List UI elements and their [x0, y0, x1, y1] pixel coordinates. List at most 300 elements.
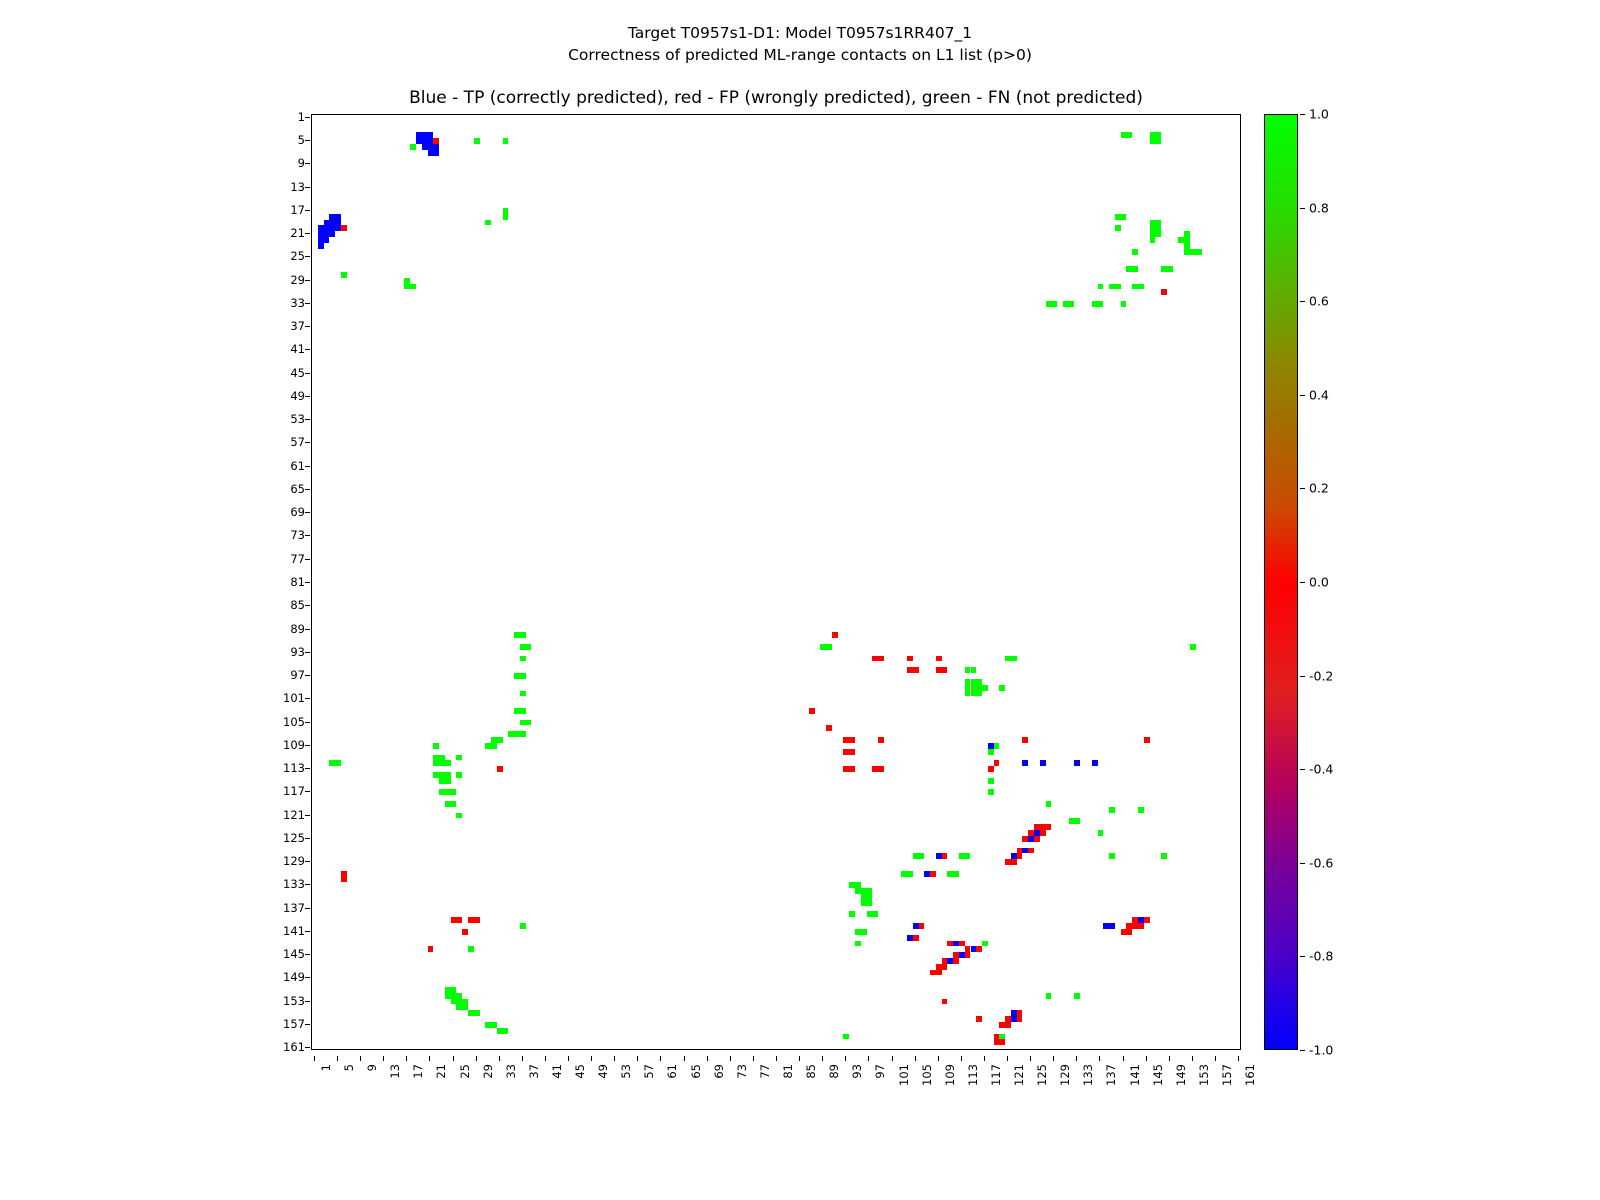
contact-cell — [456, 917, 462, 923]
x-tick-mark — [476, 1056, 477, 1061]
x-tick-label: 33 — [503, 1064, 518, 1079]
colorbar-tick-label: 0.4 — [1309, 387, 1329, 403]
contact-cell — [1115, 284, 1121, 290]
x-tick-mark — [1123, 1056, 1124, 1061]
x-tick-label: 153 — [1196, 1064, 1211, 1086]
x-tick-mark — [499, 1056, 500, 1061]
contact-cell — [1161, 289, 1167, 295]
y-tick-mark — [305, 163, 310, 164]
x-tick-label: 129 — [1058, 1064, 1073, 1086]
y-tick-label: 9 — [297, 156, 305, 171]
contact-cell — [826, 725, 832, 731]
colorbar-tick-label: -0.6 — [1309, 855, 1334, 871]
y-tick-mark — [305, 815, 310, 816]
contact-cell — [1011, 859, 1017, 865]
contact-cell — [1167, 266, 1173, 272]
y-tick-mark — [305, 1047, 310, 1048]
colorbar-tick-mark — [1300, 114, 1305, 115]
y-tick-mark — [305, 745, 310, 746]
x-tick-mark — [845, 1056, 846, 1061]
contact-cell — [474, 138, 480, 144]
y-tick-label: 137 — [283, 900, 305, 915]
y-tick-mark — [305, 489, 310, 490]
y-tick-label: 45 — [290, 365, 305, 380]
x-tick-mark — [1099, 1056, 1100, 1061]
y-tick-label: 93 — [290, 644, 305, 659]
x-tick-mark — [406, 1056, 407, 1061]
contact-cell — [1011, 656, 1017, 662]
contact-cell — [976, 946, 982, 952]
y-tick-mark — [305, 210, 310, 211]
contact-cell — [1098, 284, 1104, 290]
y-tick-label: 61 — [290, 458, 305, 473]
contact-cell — [1155, 231, 1161, 237]
y-tick-label: 69 — [290, 505, 305, 520]
y-tick-label: 145 — [283, 947, 305, 962]
contact-cell — [1098, 830, 1104, 836]
contact-cell — [1046, 824, 1052, 830]
y-tick-mark — [305, 768, 310, 769]
x-tick-label: 13 — [388, 1064, 403, 1079]
contact-cell — [451, 801, 457, 807]
contact-cell — [907, 871, 913, 877]
y-tick-mark — [305, 652, 310, 653]
x-tick-mark — [1238, 1056, 1239, 1061]
contact-cell — [942, 999, 948, 1005]
contact-cell — [428, 946, 434, 952]
x-tick-label: 57 — [642, 1064, 657, 1079]
y-tick-label: 81 — [290, 575, 305, 589]
y-tick-label: 37 — [290, 319, 305, 334]
contact-cell — [1121, 214, 1127, 220]
x-tick-label: 121 — [1012, 1064, 1027, 1086]
x-tick-mark — [1192, 1056, 1193, 1061]
colorbar-tick-label: -0.4 — [1309, 761, 1334, 777]
x-tick-mark — [1146, 1056, 1147, 1061]
contact-cell — [520, 708, 526, 714]
x-tick-label: 45 — [573, 1064, 588, 1079]
contact-cell — [410, 284, 416, 290]
y-tick-mark — [305, 349, 310, 350]
y-tick-label: 125 — [283, 830, 305, 845]
x-tick-label: 69 — [711, 1064, 726, 1079]
x-tick-label: 65 — [688, 1064, 703, 1079]
colorbar-tick-mark — [1300, 208, 1305, 209]
contact-cell — [976, 1016, 982, 1022]
contact-cell — [526, 644, 532, 650]
y-tick-label: 41 — [290, 342, 305, 357]
y-tick-label: 1 — [297, 109, 305, 124]
y-tick-label: 97 — [290, 668, 305, 683]
y-tick-mark — [305, 861, 310, 862]
x-tick-label: 137 — [1104, 1064, 1119, 1086]
colorbar-ticks — [1300, 106, 1370, 1058]
contact-cell — [1069, 301, 1075, 307]
contact-cell — [942, 667, 948, 673]
y-tick-mark — [305, 977, 310, 978]
y-tick-label: 21 — [290, 226, 305, 241]
x-tick-label: 73 — [734, 1064, 749, 1079]
contact-cell — [474, 1010, 480, 1016]
contact-cell — [520, 731, 526, 737]
x-tick-mark — [776, 1056, 777, 1061]
contact-cells — [312, 115, 1240, 1049]
contact-cell — [849, 911, 855, 917]
x-tick-mark — [637, 1056, 638, 1061]
y-tick-label: 73 — [290, 528, 305, 543]
contact-cell — [491, 743, 497, 749]
x-tick-mark — [868, 1056, 869, 1061]
y-tick-label: 57 — [290, 435, 305, 450]
x-tick-mark — [383, 1056, 384, 1061]
x-tick-label: 17 — [411, 1064, 426, 1079]
contact-cell — [1196, 249, 1202, 255]
y-tick-mark — [305, 605, 310, 606]
contact-cell — [456, 813, 462, 819]
contact-cell — [1138, 923, 1144, 929]
contact-cell — [503, 1028, 509, 1034]
y-tick-label: 5 — [297, 133, 305, 148]
contact-cell — [456, 772, 462, 778]
contact-cell — [503, 214, 509, 220]
contact-cell — [913, 935, 919, 941]
contact-cell — [1132, 249, 1138, 255]
y-tick-mark — [305, 884, 310, 885]
contact-cell — [456, 755, 462, 761]
x-tick-mark — [753, 1056, 754, 1061]
x-tick-mark — [961, 1056, 962, 1061]
contact-cell — [1098, 301, 1104, 307]
contact-cell — [335, 760, 341, 766]
y-tick-mark — [305, 559, 310, 560]
y-tick-mark — [305, 326, 310, 327]
x-tick-label: 41 — [549, 1064, 564, 1079]
contact-cell — [1144, 917, 1150, 923]
colorbar-tick-mark — [1300, 301, 1305, 302]
x-tick-label: 81 — [781, 1064, 795, 1079]
contact-cell — [988, 778, 994, 784]
colorbar-tick-label: -1.0 — [1309, 1042, 1334, 1058]
x-tick-mark — [1169, 1056, 1170, 1061]
y-tick-label: 49 — [290, 388, 305, 403]
contact-cell — [872, 911, 878, 917]
colorbar-tick-mark — [1300, 395, 1305, 396]
x-tick-label: 97 — [873, 1064, 888, 1079]
contact-cell — [919, 923, 925, 929]
y-tick-mark — [305, 675, 310, 676]
y-tick-mark — [305, 373, 310, 374]
contact-cell — [971, 667, 977, 673]
y-tick-mark — [305, 396, 310, 397]
contact-cell — [1022, 760, 1028, 766]
x-tick-mark — [337, 1056, 338, 1061]
x-tick-label: 109 — [942, 1064, 957, 1086]
suptitle-line2: Correctness of predicted ML-range contacts on L1 list (p>0) — [568, 46, 1032, 64]
x-tick-mark — [1076, 1056, 1077, 1061]
y-tick-label: 117 — [283, 784, 305, 799]
x-tick-label: 53 — [619, 1064, 634, 1079]
contact-cell — [982, 685, 988, 691]
contact-cell — [445, 760, 451, 766]
y-tick-label: 133 — [283, 877, 305, 892]
contact-cell — [1121, 301, 1127, 307]
y-tick-label: 157 — [283, 1016, 305, 1031]
contact-cell — [843, 1034, 849, 1040]
contact-cell — [1046, 993, 1052, 999]
contact-cell — [410, 144, 416, 150]
colorbar-tick-label: 1.0 — [1309, 106, 1329, 122]
y-tick-mark — [305, 582, 310, 583]
colorbar — [1264, 114, 1298, 1050]
y-tick-mark — [305, 931, 310, 932]
contact-cell — [878, 656, 884, 662]
contact-cell — [1144, 737, 1150, 743]
contact-cell — [497, 766, 503, 772]
y-tick-mark — [305, 117, 310, 118]
x-tick-label: 49 — [596, 1064, 611, 1079]
colorbar-tick-mark — [1300, 582, 1305, 583]
y-axis-ticks — [255, 109, 305, 1055]
colorbar-tick-mark — [1300, 863, 1305, 864]
y-tick-mark — [305, 512, 310, 513]
contact-cell — [1161, 853, 1167, 859]
contact-cell — [485, 220, 491, 226]
contact-cell — [1109, 923, 1115, 929]
y-tick-label: 113 — [283, 761, 305, 776]
contact-cell — [474, 917, 480, 923]
colorbar-tick-mark — [1300, 769, 1305, 770]
colorbar-tick-mark — [1300, 956, 1305, 957]
y-tick-mark — [305, 1001, 310, 1002]
contact-cell — [861, 929, 867, 935]
contact-cell — [982, 941, 988, 947]
contact-cell — [526, 720, 532, 726]
contact-cell — [1051, 301, 1057, 307]
y-tick-mark — [305, 140, 310, 141]
contact-cell — [919, 853, 925, 859]
x-tick-mark — [453, 1056, 454, 1061]
x-tick-label: 9 — [365, 1064, 380, 1072]
contact-cell — [867, 900, 873, 906]
y-tick-label: 129 — [283, 854, 305, 869]
x-tick-label: 89 — [827, 1064, 842, 1079]
colorbar-tick-mark — [1300, 488, 1305, 489]
contact-cell — [1138, 284, 1144, 290]
x-tick-label: 145 — [1150, 1064, 1165, 1086]
y-tick-mark — [305, 698, 310, 699]
x-tick-mark — [568, 1056, 569, 1061]
y-tick-mark — [305, 256, 310, 257]
contact-cell — [1150, 237, 1156, 243]
contact-cell — [907, 656, 913, 662]
contact-cell — [994, 760, 1000, 766]
contact-cell — [849, 766, 855, 772]
x-tick-label: 37 — [526, 1064, 541, 1079]
contact-cell — [965, 853, 971, 859]
contact-cell — [451, 789, 457, 795]
contact-cell — [503, 138, 509, 144]
y-tick-label: 161 — [283, 1040, 305, 1055]
contact-cell — [1022, 737, 1028, 743]
colorbar-tick-label: 0.6 — [1309, 293, 1329, 309]
contact-cell — [1126, 132, 1132, 138]
contact-cell — [1155, 138, 1161, 144]
y-tick-mark — [305, 419, 310, 420]
x-tick-label: 157 — [1220, 1064, 1234, 1086]
x-tick-mark — [660, 1056, 661, 1061]
y-tick-label: 121 — [283, 807, 305, 822]
x-tick-label: 85 — [804, 1064, 819, 1079]
contact-cell — [433, 150, 439, 156]
contact-cell — [1109, 807, 1115, 813]
contact-cell — [445, 778, 451, 784]
y-tick-label: 65 — [290, 481, 305, 496]
contact-cell — [341, 272, 347, 278]
x-tick-mark — [429, 1056, 430, 1061]
x-tick-mark — [938, 1056, 939, 1061]
colorbar-tick-mark — [1300, 676, 1305, 677]
contact-cell — [994, 743, 1000, 749]
contact-cell — [953, 958, 959, 964]
colorbar-tick-label: 0.2 — [1309, 480, 1329, 496]
colorbar-tick-label: -0.2 — [1309, 668, 1334, 684]
contact-cell — [1074, 818, 1080, 824]
contact-cell — [988, 789, 994, 795]
x-tick-label: 1 — [318, 1064, 333, 1072]
x-tick-label: 141 — [1127, 1064, 1142, 1086]
contact-cell — [520, 673, 526, 679]
y-tick-mark — [305, 466, 310, 467]
x-tick-mark — [707, 1056, 708, 1061]
contact-cell — [913, 667, 919, 673]
contact-cell — [936, 656, 942, 662]
x-tick-mark — [614, 1056, 615, 1061]
contact-cell — [329, 231, 335, 237]
contact-cell — [462, 929, 468, 935]
y-tick-mark — [305, 303, 310, 304]
x-tick-label: 61 — [665, 1064, 680, 1079]
y-tick-mark — [305, 908, 310, 909]
contact-map-plot[interactable] — [311, 114, 1241, 1050]
colorbar-tick-mark — [1300, 1050, 1305, 1051]
contact-cell — [1109, 853, 1115, 859]
contact-cell — [942, 853, 948, 859]
y-tick-label: 77 — [290, 551, 305, 566]
contact-cell — [1046, 801, 1052, 807]
y-tick-mark — [305, 1024, 310, 1025]
x-tick-label: 5 — [341, 1064, 356, 1072]
x-tick-label: 101 — [896, 1064, 911, 1086]
contact-cell — [520, 632, 526, 638]
x-tick-mark — [915, 1056, 916, 1061]
x-tick-label: 133 — [1081, 1064, 1096, 1086]
x-tick-mark — [1053, 1056, 1054, 1061]
figure-suptitle — [0, 22, 1600, 66]
contact-cell — [1017, 1016, 1023, 1022]
suptitle-line1: Target T0957s1-D1: Model T0957s1RR407_1 — [627, 24, 973, 42]
y-tick-mark — [305, 187, 310, 188]
y-tick-label: 25 — [290, 249, 305, 264]
x-axis-ticks — [311, 1056, 1258, 1116]
x-tick-label: 77 — [757, 1064, 772, 1079]
contact-cell — [965, 952, 971, 958]
x-tick-mark — [684, 1056, 685, 1061]
x-tick-mark — [1007, 1056, 1008, 1061]
contact-cell — [1132, 266, 1138, 272]
y-tick-mark — [305, 954, 310, 955]
x-tick-mark — [822, 1056, 823, 1061]
contact-cell — [930, 871, 936, 877]
x-tick-label: 25 — [457, 1064, 472, 1079]
x-tick-mark — [799, 1056, 800, 1061]
y-tick-label: 109 — [283, 737, 305, 752]
y-tick-mark — [305, 722, 310, 723]
x-tick-mark — [892, 1056, 893, 1061]
y-tick-mark — [305, 791, 310, 792]
contact-cell — [999, 1039, 1005, 1045]
contact-cell — [341, 225, 347, 231]
contact-cell — [849, 737, 855, 743]
x-tick-mark — [545, 1056, 546, 1061]
contact-cell — [318, 243, 324, 249]
contact-cell — [1190, 644, 1196, 650]
x-tick-label: 93 — [850, 1064, 865, 1079]
x-tick-mark — [1215, 1056, 1216, 1061]
axes-title: Blue - TP (correctly predicted), red - FP (wrongly predicted), green - FN (not predicted) — [409, 88, 1143, 108]
x-tick-mark — [984, 1056, 985, 1061]
y-tick-mark — [305, 629, 310, 630]
colorbar-tick-label: 0.0 — [1309, 574, 1329, 590]
contact-cell — [878, 766, 884, 772]
contact-cell — [1005, 1022, 1011, 1028]
y-tick-label: 153 — [283, 993, 305, 1008]
contact-cell — [988, 766, 994, 772]
contact-cell — [520, 656, 526, 662]
contact-cell — [942, 964, 948, 970]
contact-cell — [497, 737, 503, 743]
contact-cell — [433, 743, 439, 749]
contact-cell — [520, 691, 526, 697]
contact-cell — [999, 685, 1005, 691]
contact-cell — [1040, 830, 1046, 836]
y-tick-mark — [305, 535, 310, 536]
contact-cell — [341, 877, 347, 883]
y-tick-label: 101 — [283, 691, 305, 706]
x-tick-label: 29 — [480, 1064, 495, 1079]
x-tick-mark — [1030, 1056, 1031, 1061]
contact-cell — [1092, 760, 1098, 766]
y-tick-label: 85 — [290, 598, 305, 613]
contact-cell — [809, 708, 815, 714]
contact-cell — [878, 737, 884, 743]
contact-cell — [468, 946, 474, 952]
contact-cell — [1126, 929, 1132, 935]
colorbar-tick-label: 0.8 — [1309, 200, 1329, 216]
x-tick-label: 161 — [1243, 1064, 1258, 1086]
y-tick-mark — [305, 233, 310, 234]
y-tick-label: 89 — [290, 621, 305, 636]
y-tick-label: 149 — [283, 970, 305, 985]
y-tick-label: 13 — [290, 179, 305, 194]
contact-cell — [988, 749, 994, 755]
y-tick-label: 17 — [290, 202, 305, 217]
x-tick-label: 117 — [988, 1064, 1003, 1086]
contact-cell — [936, 970, 942, 976]
colorbar-tick-label: -0.8 — [1309, 948, 1334, 964]
y-tick-label: 29 — [290, 272, 305, 287]
y-tick-label: 53 — [290, 412, 305, 427]
contact-cell — [1028, 848, 1034, 854]
